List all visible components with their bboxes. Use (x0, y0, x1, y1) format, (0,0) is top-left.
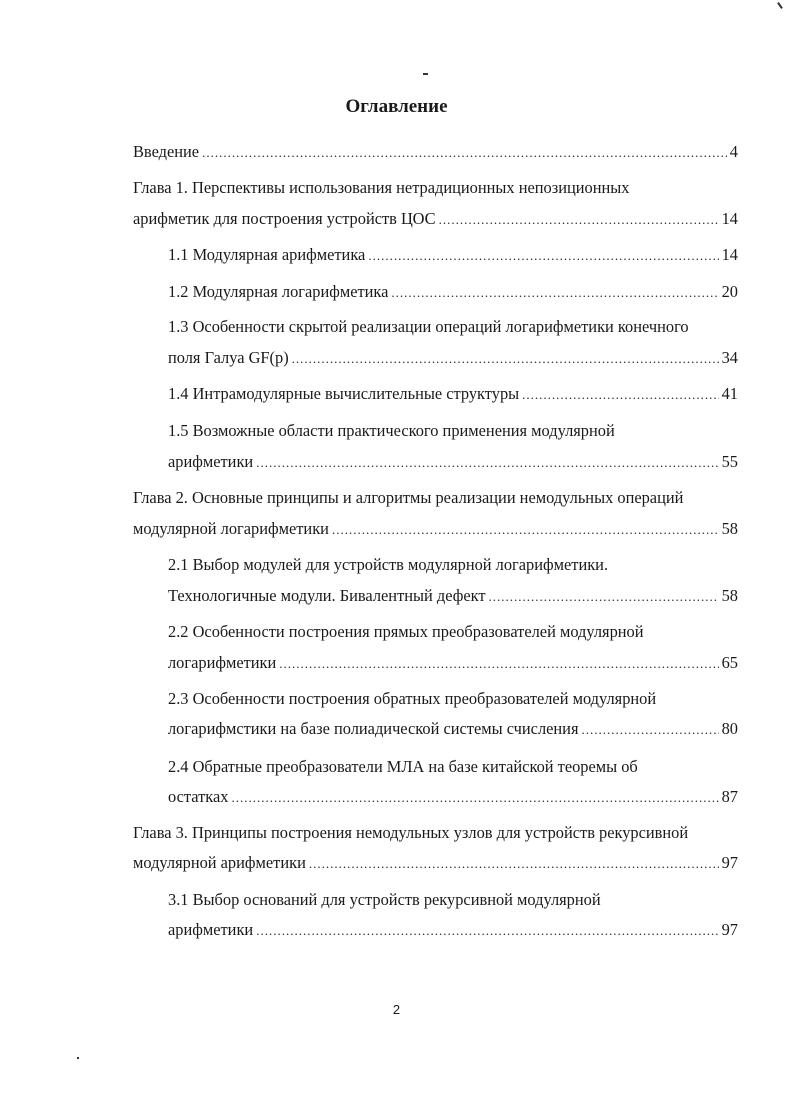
toc-entry[interactable]: арифметик для построения устройств ЦОС ..... 14 (133, 209, 738, 229)
toc-entry-line[interactable]: 2.1 Выбор модулей для устройств модулярной логарифметики. (168, 555, 609, 574)
toc-entry[interactable]: модулярной арифметики ..... 97 (133, 853, 738, 873)
toc-entry[interactable]: 1.1 Модулярная арифметика ..... 14 (168, 245, 738, 265)
toc-page-number: 4 (729, 142, 738, 161)
toc-entry[interactable]: логарифметики ..... 65 (168, 653, 738, 673)
toc-entry-line[interactable]: Глава 2. Основные принципы и алгоритмы реализации немодульных операций (133, 488, 684, 507)
toc-entry[interactable]: поля Галуа GF(p) ..... 34 (168, 348, 738, 368)
toc-entry[interactable]: Введение ..... 4 (133, 142, 738, 162)
toc-entry[interactable]: логарифмстики на базе полиадической системы счисления ..... 80 (168, 719, 738, 739)
toc-entry[interactable]: остатках ..... 87 (168, 787, 738, 807)
toc-page-number: 41 (721, 384, 738, 403)
toc-page-number: 80 (721, 719, 738, 738)
toc-page-number: 34 (721, 348, 738, 367)
toc-page-number: 65 (721, 653, 738, 672)
toc-page-number: 97 (721, 853, 738, 872)
toc-entry[interactable]: 1.2 Модулярная логарифметика ..... 20 (168, 282, 738, 302)
toc-entry[interactable]: модулярной логарифметики ..... 58 (133, 519, 738, 539)
toc-page-number: 55 (721, 452, 738, 471)
page-number: 2 (392, 1002, 401, 1017)
toc-title: Оглавление (345, 96, 448, 117)
toc-page-number: 58 (721, 586, 738, 605)
toc-entry[interactable]: арифметики ..... 97 (168, 920, 738, 940)
scan-mark (777, 2, 783, 9)
toc-entry[interactable]: арифметики ..... 55 (168, 452, 738, 472)
toc-entry[interactable]: 1.4 Интрамодулярные вычислительные структуры ..... 41 (168, 384, 738, 404)
toc-entry-line[interactable]: 2.4 Обратные преобразователи МЛА на базе китайской теоремы об (168, 757, 638, 776)
toc-entry-line[interactable]: 2.3 Особенности построения обратных преобразователей модулярной (168, 689, 657, 708)
toc-entry-line[interactable]: 3.1 Выбор оснований для устройств рекурсивной модулярной (168, 890, 601, 909)
toc-page-number: 87 (721, 787, 738, 806)
toc-page-number: 58 (721, 519, 738, 538)
toc-entry-line[interactable]: 1.5 Возможные области практического применения модулярной (168, 421, 615, 440)
toc-entry-line[interactable]: 1.3 Особенности скрытой реализации операций логарифметики конечного (168, 317, 689, 336)
scan-mark (423, 73, 428, 75)
toc-page-number: 14 (721, 245, 738, 264)
toc-page-number: 14 (721, 209, 738, 228)
toc-entry[interactable]: Технологичные модули. Бивалентный дефект ..... 58 (168, 586, 738, 606)
toc-entry-line[interactable]: 2.2 Особенности построения прямых преобразователей модулярной (168, 622, 644, 641)
toc-page-number: 97 (721, 920, 738, 939)
toc-entry-line[interactable]: Глава 1. Перспективы использования нетрадиционных непозиционных (133, 178, 630, 197)
scan-mark (77, 1057, 79, 1059)
toc-page-number: 20 (721, 282, 738, 301)
toc-entry-line[interactable]: Глава 3. Принципы построения немодульных узлов для устройств рекурсивной (133, 823, 689, 842)
